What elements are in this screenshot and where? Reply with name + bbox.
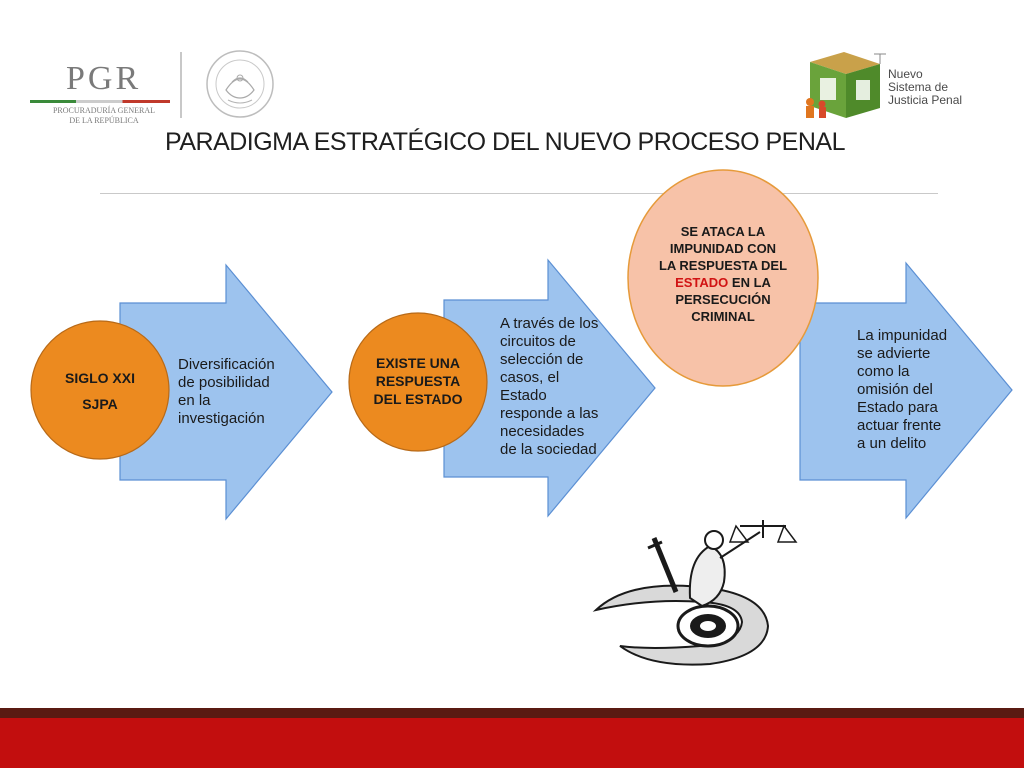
pgr-subtitle-line-1: PROCURADURÍA GENERAL (52, 106, 155, 115)
nsjp-house-icon (800, 48, 886, 124)
step-3-arrow-line-6: actuar frente (857, 417, 942, 434)
process-diagram (0, 160, 1024, 540)
step-1-circle-line-2: SJPA (82, 396, 118, 412)
step-3-arrow-line-7: a un delito (857, 435, 927, 452)
step-2-circle-line-3: DEL ESTADO (373, 391, 463, 407)
footer-bar-red (0, 718, 1024, 768)
step-3-oval-line-6: CRIMINAL (691, 309, 755, 324)
step-3-oval-line-2: IMPUNIDAD CON (669, 241, 777, 256)
step-3-oval-line-5: PERSECUCIÓN (675, 292, 771, 307)
step-2-circle-line-2: RESPUESTA (375, 373, 461, 389)
nsjp-line-3: Justicia Penal (888, 93, 963, 107)
step-2-arrow-line-3: selección de (500, 351, 584, 368)
pgr-logo-subtitle (44, 106, 164, 126)
step-2-arrow-line-8: de la sociedad (500, 441, 597, 458)
step-3-arrow-line-5: Estado para (857, 399, 938, 416)
step-2-circle-line-1: EXISTE UNA (375, 355, 461, 371)
step-1-circle (31, 321, 169, 459)
step-2-arrow-line-5: Estado (500, 387, 547, 404)
step-1-arrow-line-3: en la (178, 392, 211, 409)
step-2-circle-text (374, 355, 463, 407)
step-3-arrow-line-1: La impunidad (857, 327, 948, 344)
pgr-logo (30, 58, 175, 128)
justice-figure-icon (590, 518, 800, 668)
step-3-arrow-line-2: se advierte (857, 345, 931, 362)
pgr-logo-letters: PGR (66, 60, 142, 97)
logo-divider (180, 52, 182, 118)
pgr-subtitle-line-2: DE LA REPÚBLICA (69, 116, 139, 125)
step-2-arrow-line-4: casos, el (500, 369, 560, 386)
step-3-oval-line-4 (675, 275, 771, 290)
step-3-oval-after-highlight: EN LA (728, 275, 771, 290)
slide-title: PARADIGMA ESTRATÉGICO DEL NUEVO PROCESO PENAL (165, 128, 845, 156)
mexican-seal-icon (204, 48, 276, 120)
step-2-arrow-line-2: circuitos de (500, 333, 576, 350)
pgr-logo-stripe (30, 100, 170, 103)
nsjp-line-2: Sistema de (888, 80, 949, 94)
nsjp-line-1: Nuevo (888, 67, 923, 81)
step-1-arrow-line-1: Diversificación (178, 356, 275, 373)
step-2-arrow-line-6: responde a las (500, 405, 599, 422)
step-1-arrow-line-4: investigación (178, 410, 265, 427)
step-2-arrow-line-1: A través de los (500, 315, 599, 332)
nsjp-logo (800, 48, 990, 124)
step-3-arrow-line-4: omisión del (857, 381, 933, 398)
step-3-oval-line-1: SE ATACA LA (680, 224, 766, 239)
step-3-arrow-line-3: como la (857, 363, 910, 380)
step-1-circle-line-1: SIGLO XXI (64, 370, 136, 386)
step-3-oval-line-3: LA RESPUESTA DEL (658, 258, 788, 273)
step-3-oval-highlight: ESTADO (675, 275, 729, 290)
step-2-arrow-line-7: necesidades (500, 423, 585, 440)
footer-bar-dark (0, 708, 1024, 718)
step-1-arrow-line-2: de posibilidad (178, 374, 270, 391)
nsjp-logo-text (888, 68, 962, 107)
